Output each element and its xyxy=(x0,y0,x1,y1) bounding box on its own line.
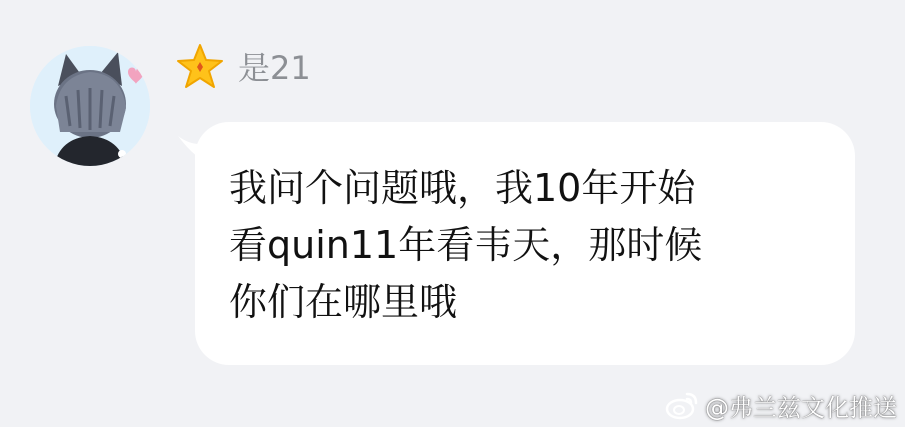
sender-name[interactable]: 是21 xyxy=(238,49,311,87)
cat-ear-avatar-icon xyxy=(30,46,150,166)
message-bubble[interactable] xyxy=(195,122,855,365)
star-icon xyxy=(175,42,225,92)
sender-avatar[interactable] xyxy=(30,46,150,166)
watermark xyxy=(665,387,897,423)
message-text: 我问个问题哦，我10年开始 看quin11年看韦天，那时候 你们在哪里哦 xyxy=(229,166,703,324)
watermark-text: @弗兰兹文化推送 xyxy=(705,393,897,422)
weibo-icon xyxy=(665,390,699,420)
